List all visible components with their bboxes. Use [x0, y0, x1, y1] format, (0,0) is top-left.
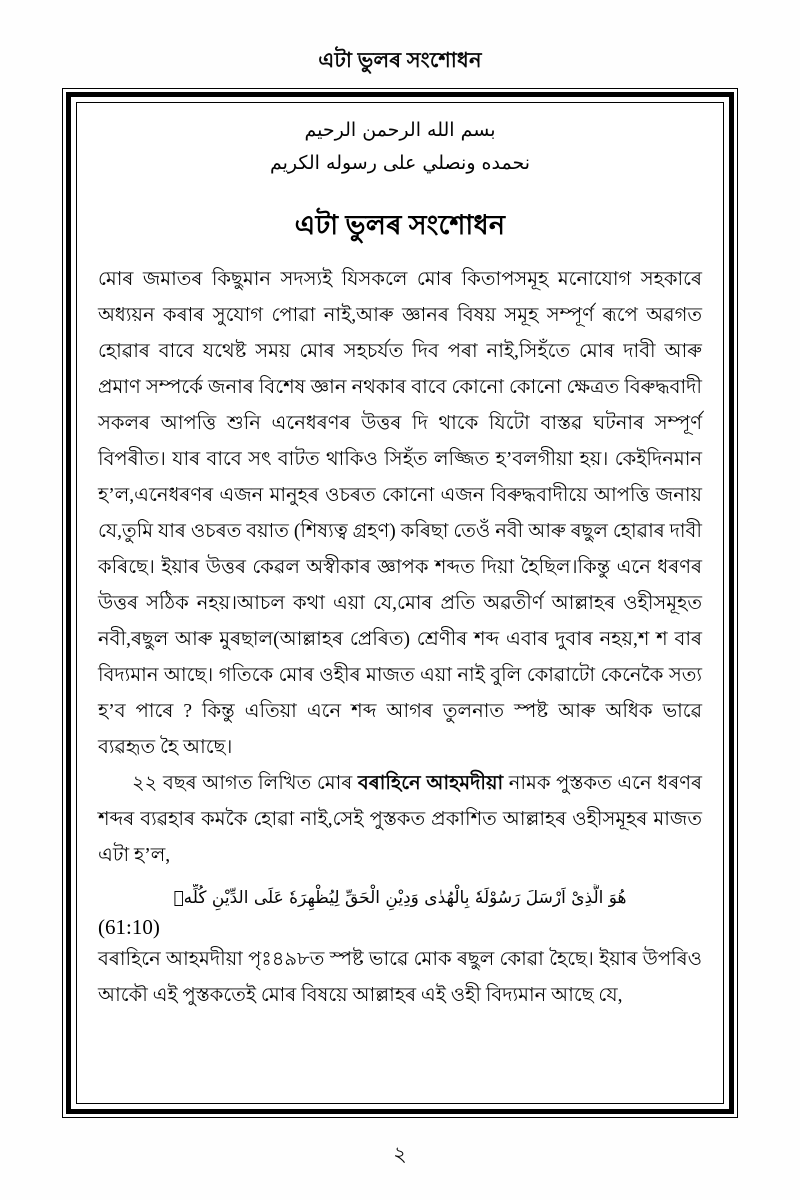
basmala-line-2: نحمده ونصلي على رسوله الكريم — [269, 152, 531, 175]
page-title: এটা ভুলৰ সংশোধন — [294, 209, 506, 240]
paragraph-2-text-after: নামক পুস্তকত এনে ধৰণৰ শব্দৰ ব্যৱহাৰ কমকৈ হোৱা নাই,সেই পুস্তকত প্ৰকাশিত আল্লাহৰ ওহীসমূহৰ মাজত এটা হ’ল, — [98, 772, 702, 866]
paragraph-2-text-before: ২২ বছৰ আগত লিখিত মোৰ — [132, 772, 358, 794]
page-number: ২ — [393, 1142, 407, 1166]
quran-verse-arabic: هُوَ الَّذِىْ اَرْسَلَ رَسُوْلَهٗ بِالْهُدٰى وَدِيْنِ الْحَقِّ لِيُظْهِرَهٗ عَلَى الدِّيْنِ كُلِّهٖ — [173, 887, 627, 908]
page-content — [80, 100, 720, 1106]
basmala-line-1: بسم الله الرحمن الرحيم — [304, 119, 496, 141]
quran-verse-reference: (61:10) — [98, 914, 160, 939]
paragraph-1: মোৰ জমাতৰ কিছুমান সদস্যই যিসকলে মোৰ কিতাপসমূহ মনোযোগ সহকাৰে অধ্যয়ন কৰাৰ সুযোগ পোৱা নাই,আৰু জ্ঞানৰ বিষয় সমূহ সম্পূৰ্ণ ৰূপে অৱগত হোৱাৰ বাবে যথেষ্ট সময় মোৰ সহচৰ্যত দিব পৰা নাই,সিহঁতে মোৰ দাবী আৰু প্ৰমাণ সম্পৰ্কে জনাৰ বিশেষ জ্ঞান নথকাৰ বাবে কোনো কোনো ক্ষেত্ৰত বিৰুদ্ধবাদী সকলৰ আপত্তি শুনি এনেধৰণৰ উত্তৰ দি থাকে যিটো বাস্তৱ ঘটনাৰ সম্পূৰ্ণ বিপৰীত। যাৰ বাবে সৎ বাটত থাকিও সিহঁত লজ্জিত হ’বলগীয়া হয়। কেইদিনমান হ’ল,এনেধৰণৰ এজন মানুহৰ ওচৰত কোনো এজন বিৰুদ্ধবাদীয়ে আপত্তি জনায় যে,তুমি যাৰ ওচৰত বয়াত (শিষ্যত্ব গ্ৰহণ) কৰিছা তেওঁ নবী আৰু ৰছুল হোৱাৰ দাবী কৰিছে। ইয়াৰ উত্তৰ কেৱল অস্বীকাৰ জ্ঞাপক শব্দত দিয়া হৈছিল।কিন্তু এনে ধৰণৰ উত্তৰ সঠিক নহয়।আচল কথা এয়া যে,মোৰ প্ৰতি অৱতীৰ্ণ আল্লাহৰ ওহীসমূহত নবী,ৰছুল আৰু মুৰছাল(আল্লাহৰ প্ৰেৰিত) শ্ৰেণীৰ শব্দ এবাৰ দুবাৰ নহয়,শ শ বাৰ বিদ্যমান আছে। গতিকে মোৰ ওহীৰ মাজত এয়া নাই বুলি কোৱাটো কেনেকৈ সত্য হ’ব পাৰে ? কিন্তু এতিয়া এনে শব্দ আগৰ তুলনাত স্পষ্ট আৰু অধিক ভাৱে ব্যৱহৃত হৈ আছে। — [98, 268, 702, 758]
paragraph-2 — [98, 766, 702, 874]
paragraph-3: বৰাহিনে আহমদীয়া পৃঃ৪৯৮ত স্পষ্ট ভাৱে মোক ৰছুল কোৱা হৈছে। ইয়াৰ উপৰিও আকৌ এই পুস্তকতেই মোৰ বিষয়ে আল্লাহৰ এই ওহী বিদ্যমান আছে যে, — [98, 948, 702, 1006]
book-title-reference: বৰাহিনে আহমদীয়া — [357, 772, 504, 794]
basmala-block — [98, 116, 702, 179]
running-header: এটা ভুলৰ সংশোধন — [318, 48, 482, 72]
